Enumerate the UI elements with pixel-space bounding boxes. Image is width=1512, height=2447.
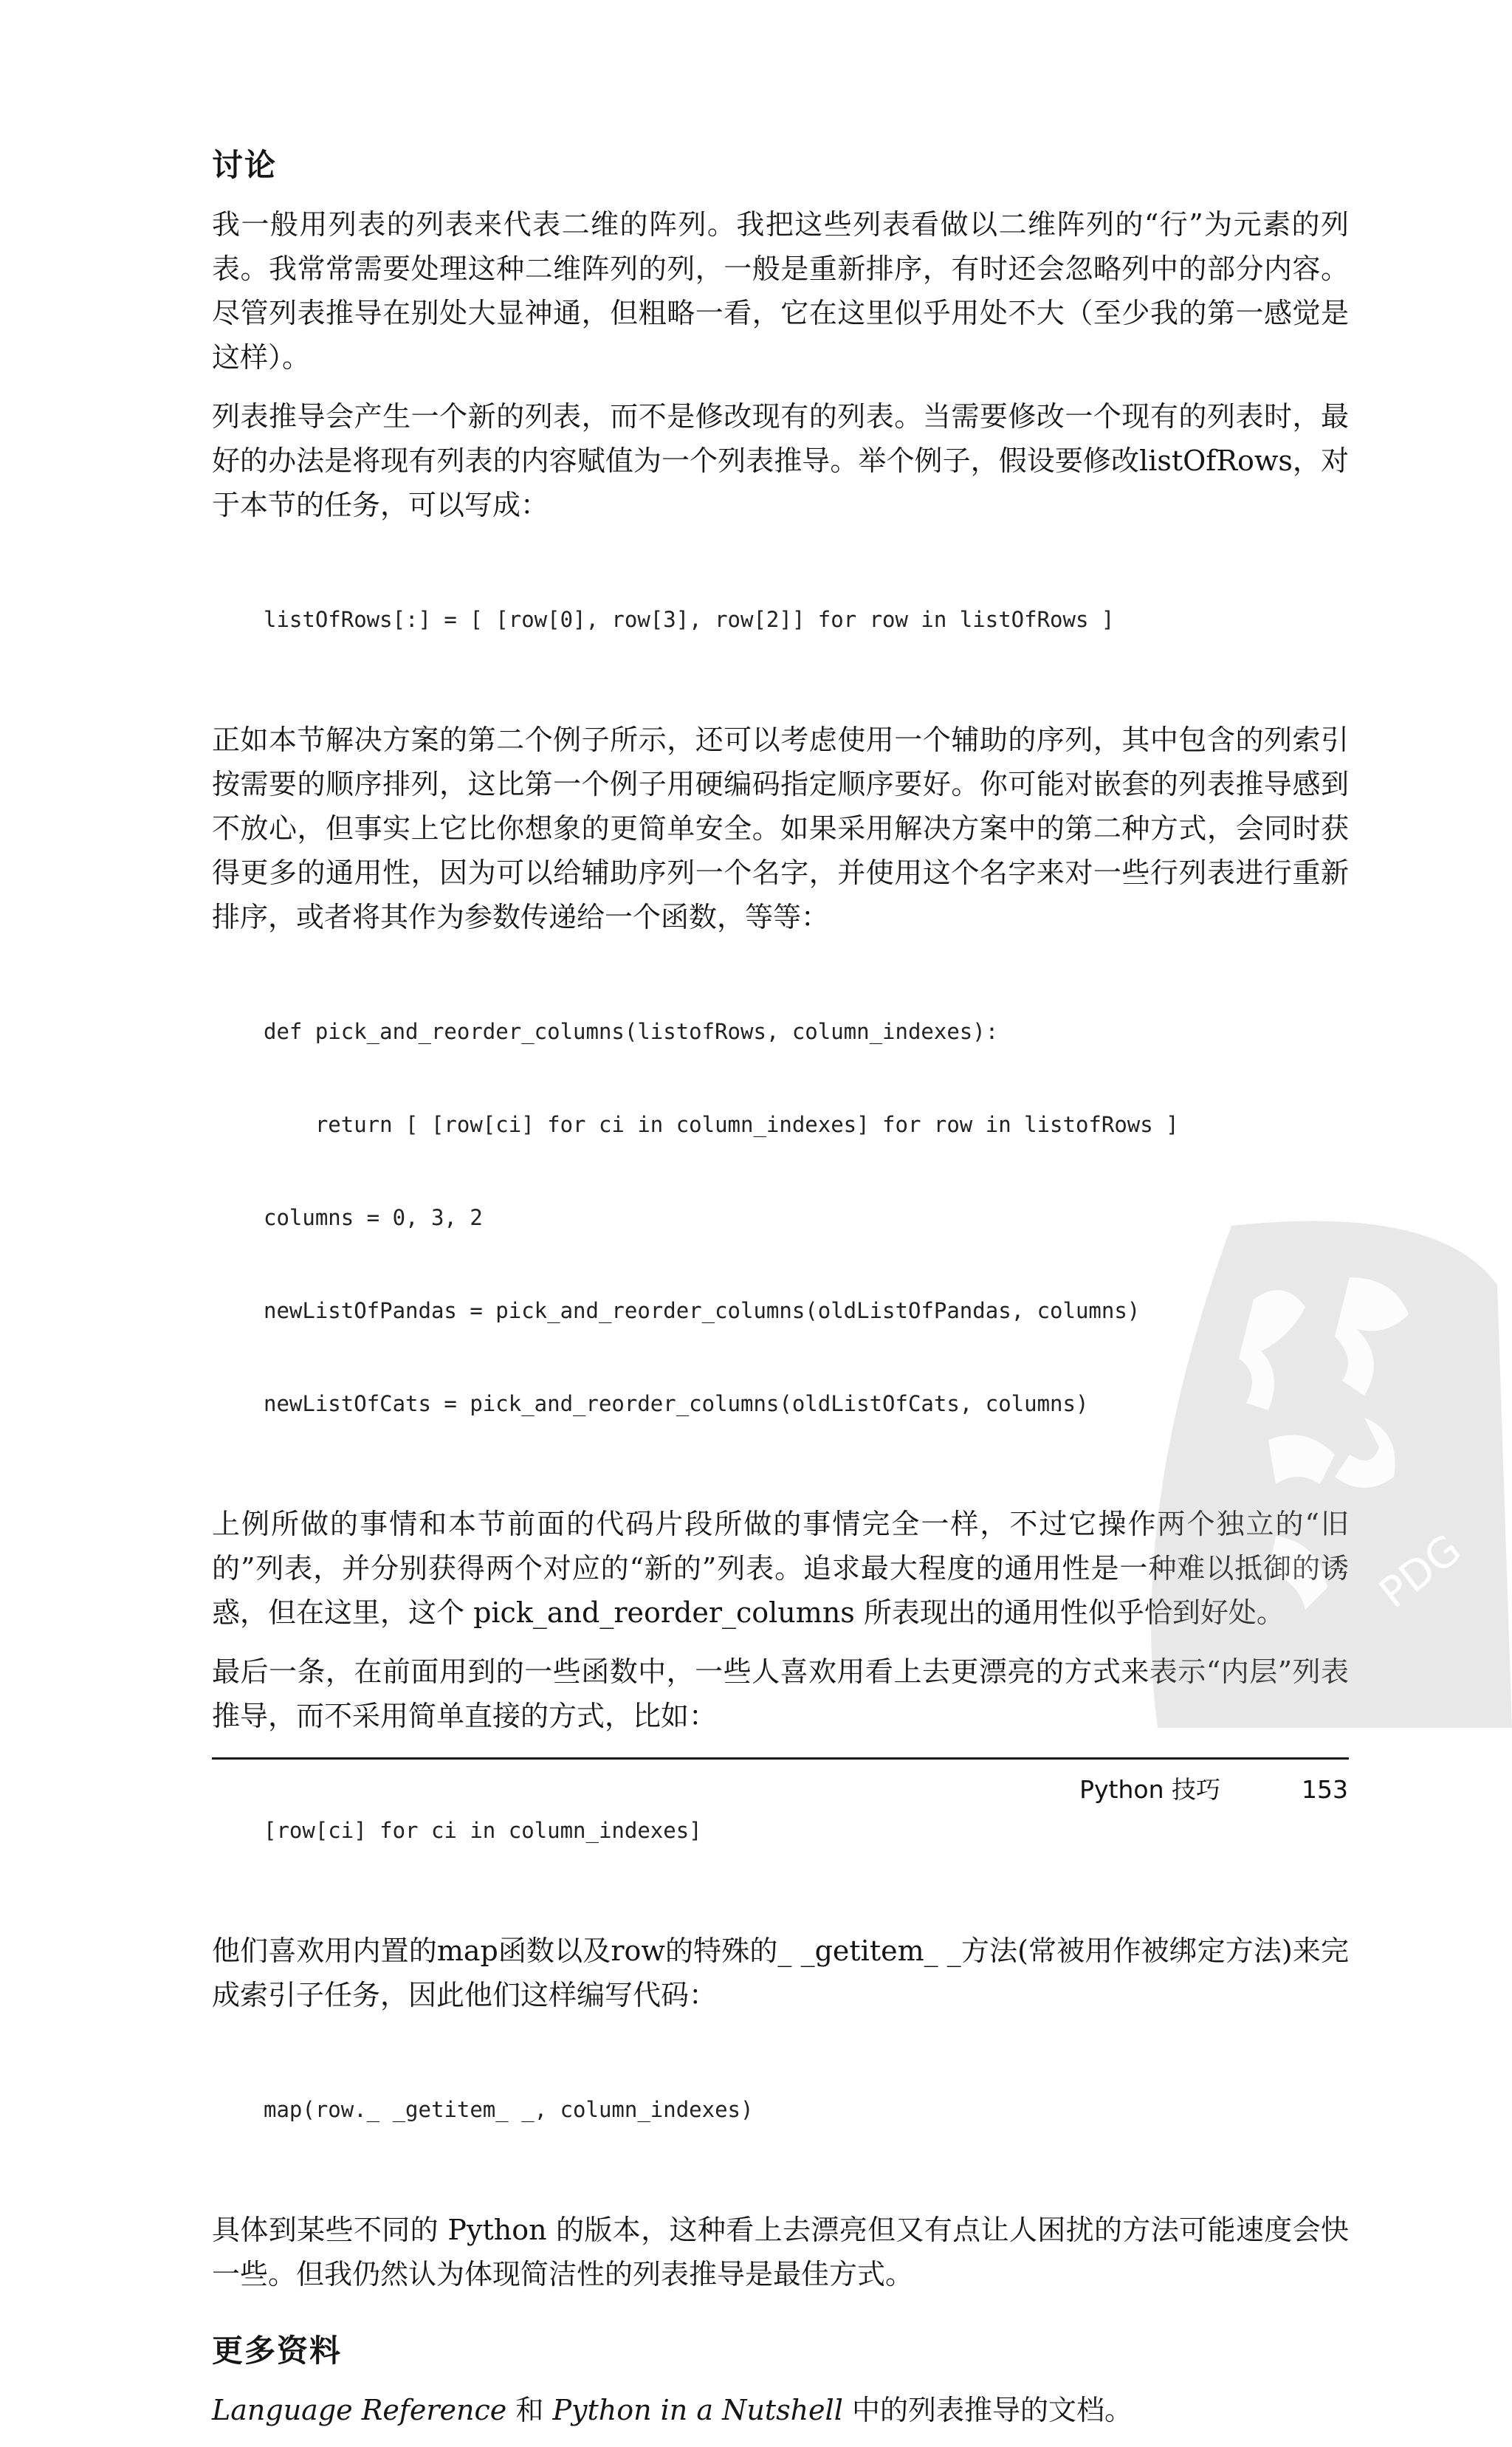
paragraph-7: 具体到某些不同的 Python 的版本，这种看上去漂亮但又有点让人困扰的方法可能速度会快一些。但我仍然认为体现简洁性的列表推导是最佳方式。: [212, 2214, 1349, 2290]
page-footer: [1079, 1774, 1348, 1806]
reference-tail: 中的列表推导的文档。: [842, 2394, 1133, 2426]
paragraph-6: 他们喜欢用内置的map函数以及row的特殊的_ _getitem_ _方法(常被用作被绑定方法)来完成索引子任务，因此他们这样编写代码：: [212, 1935, 1349, 2011]
paragraph-5: 最后一条，在前面用到的一些函数中，一些人喜欢用看上去更漂亮的方式来表示“内层”列表推导，而不采用简单直接的方式，比如：: [212, 1655, 1349, 1732]
code-line: def pick_and_reorder_columns(listofRows, column_indexes):: [264, 1019, 999, 1044]
reference-language-reference: Language Reference: [212, 2394, 507, 2426]
code-line: columns = 0, 3, 2: [264, 1205, 483, 1230]
discussion-heading: 讨论: [212, 147, 278, 183]
code-block-4: [264, 2032, 1349, 2187]
code-line: newListOfCats = pick_and_reorder_columns(oldListOfCats, columns): [264, 1391, 1089, 1416]
code-line: listOfRows[:] = [ [row[0], row[3], row[2]] for row in listOfRows ]: [264, 607, 1115, 632]
paragraph-2: 列表推导会产生一个新的列表，而不是修改现有的列表。当需要修改一个现有的列表时，最好的办法是将现有列表的内容赋值为一个列表推导。举个例子，假设要修改listOfRows，对于本节的任务，可以写成：: [212, 400, 1349, 521]
paragraph-1: 我一般用列表的列表来代表二维的阵列。我把这些列表看做以二维阵列的“行”为元素的列表。我常常需要处理这种二维阵列的列，一般是重新排序，有时还会忽略列中的部分内容。尽管列表推导在别处大显神通，但粗略一看，它在这里似乎用处不大（至少我的第一感觉是这样）。: [212, 208, 1349, 374]
seal-watermark-icon: [1128, 1196, 1512, 1728]
code-line: [row[ci] for ci in column_indexes]: [264, 1818, 702, 1843]
paragraph-3: 正如本节解决方案的第二个例子所示，还可以考虑使用一个辅助的序列，其中包含的列索引按需要的顺序排列，这比第一个例子用硬编码指定顺序要好。你可能对嵌套的列表推导感到不放心，但事实上它比你想象的更简单安全。如果采用解决方案中的第二种方式，会同时获得更多的通用性，因为可以给辅助序列一个名字，并使用这个名字来对一些行列表进行重新排序，或者将其作为参数传递给一个函数，等等：: [212, 724, 1349, 933]
code-line: return [ [row[ci] for ci in column_indexes] for row in listofRows ]: [264, 1112, 1179, 1137]
code-line: newListOfPandas = pick_and_reorder_columns(oldListOfPandas, columns): [264, 1298, 1141, 1323]
reference-python-in-a-nutshell: Python in a Nutshell: [552, 2394, 843, 2426]
code-block-1: [264, 542, 1349, 697]
page-number: 153: [1302, 1775, 1348, 1804]
reference-and: 和: [506, 2394, 553, 2426]
paragraph-4: 上例所做的事情和本节前面的代码片段所做的事情完全一样，不过它操作两个独立的“旧的”列表，并分别获得两个对应的“新的”列表。追求最大程度的通用性是一种难以抵御的诱惑，但在这里，这个 pick_and_reorder_columns 所表现出的通用性似乎恰到好处。: [212, 1508, 1349, 1629]
code-line: map(row._ _getitem_ _, column_indexes): [264, 2097, 754, 2122]
watermark-label: PDG: [1370, 1525, 1471, 1619]
more-resources-heading: 更多资料: [212, 2333, 343, 2369]
footer-rule: [212, 1757, 1349, 1760]
running-title: Python 技巧: [1079, 1775, 1220, 1804]
reference-line: [212, 2388, 1349, 2432]
